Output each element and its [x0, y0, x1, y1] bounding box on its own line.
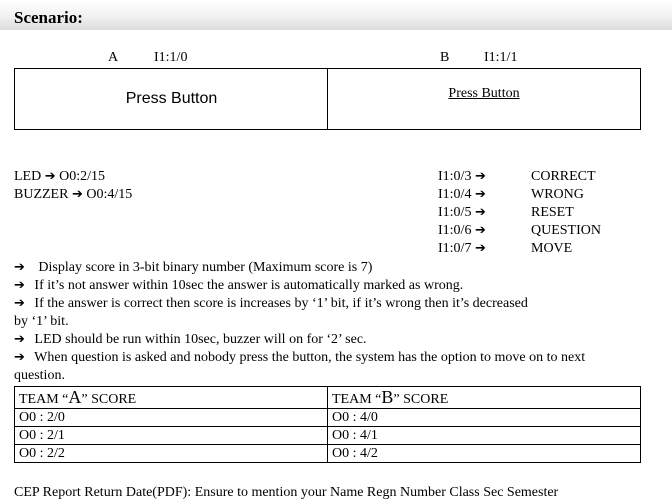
output-led-name: LED: [14, 169, 42, 184]
table-cell: O0 : 2/2: [15, 445, 328, 463]
control-address: I1:0/6: [438, 223, 472, 238]
team-a-press-button[interactable]: Press Button: [125, 90, 218, 107]
input-b-address: I1:1/1: [484, 50, 518, 65]
arrow-icon: ➔: [14, 278, 25, 293]
team-a-score-header: TEAM “A” SCORE: [15, 387, 328, 409]
control-address: I1:0/7: [438, 241, 472, 256]
table-cell: O0 : 2/1: [15, 427, 328, 445]
page-header-bar: [0, 0, 672, 30]
control-row-reset: [438, 205, 486, 221]
control-label-wrong: WRONG: [531, 187, 584, 202]
arrow-icon: ➔: [474, 223, 486, 238]
arrow-icon: ➔: [474, 241, 486, 256]
arrow-icon: ➔: [14, 332, 25, 347]
input-b-label: B: [440, 50, 450, 65]
output-led-address: O0:2/15: [59, 169, 106, 184]
input-a-label: A: [108, 50, 119, 65]
arrow-icon: ➔: [14, 296, 25, 311]
control-label-correct: CORRECT: [531, 169, 596, 184]
page-title: Scenario:: [14, 8, 83, 27]
score-table: [14, 386, 641, 463]
bullet-item: [14, 277, 463, 294]
bullet-text: LED should be run within 10sec, buzzer will on for ‘2’ sec.: [34, 332, 367, 347]
arrow-icon: ➔: [71, 187, 83, 202]
table-header-row: [15, 387, 641, 409]
arrow-icon: ➔: [14, 350, 25, 365]
output-buzzer: [14, 187, 132, 203]
table-cell: O0 : 4/2: [328, 445, 641, 463]
bullet-item: [14, 259, 372, 276]
output-led: [14, 169, 105, 185]
bullet-text: Display score in 3-bit binary number (Maximum score is 7): [38, 260, 373, 275]
team-b-press-button[interactable]: Press Button: [448, 86, 520, 101]
team-b-score-header: TEAM “B” SCORE: [328, 387, 641, 409]
output-buzzer-address: O0:4/15: [86, 187, 133, 202]
table-cell: O0 : 2/0: [15, 409, 328, 427]
control-label-reset: RESET: [531, 205, 574, 220]
arrow-icon: ➔: [474, 169, 486, 184]
control-row-question: [438, 223, 486, 239]
bullet-continuation: question.: [14, 368, 65, 383]
arrow-icon: ➔: [474, 187, 486, 202]
output-buzzer-name: BUZZER: [14, 187, 69, 202]
bullet-item: [14, 331, 367, 348]
team-a-button-box: [14, 68, 328, 130]
arrow-icon: ➔: [474, 205, 486, 220]
bullet-text: If the answer is correct then score is increases by ‘1’ bit, if it’s wrong then it’s decreased: [34, 296, 528, 311]
table-row: [15, 409, 641, 427]
control-row-correct: [438, 169, 486, 185]
bullet-text: When question is asked and nobody press the button, the system has the option to move on to next: [34, 350, 586, 365]
control-row-wrong: [438, 187, 486, 203]
control-address: I1:0/5: [438, 205, 472, 220]
table-row: [15, 427, 641, 445]
control-label-move: MOVE: [531, 241, 573, 256]
control-label-question: QUESTION: [531, 223, 601, 238]
arrow-icon: ➔: [44, 169, 56, 184]
footer-note: CEP Report Return Date(PDF): Ensure to mention your Name Regn Number Class Sec Semester: [14, 485, 559, 500]
control-address: I1:0/3: [438, 169, 472, 184]
bullet-text: If it’s not answer within 10sec the answer is automatically marked as wrong.: [34, 278, 464, 293]
arrow-icon: ➔: [14, 260, 25, 275]
bullet-item: [14, 349, 585, 366]
table-cell: O0 : 4/0: [328, 409, 641, 427]
table-row: [15, 445, 641, 463]
bullet-continuation: by ‘1’ bit.: [14, 314, 69, 329]
control-row-move: [438, 241, 486, 257]
control-address: I1:0/4: [438, 187, 472, 202]
bullet-item: [14, 295, 528, 312]
input-a-address: I1:1/0: [154, 50, 188, 65]
table-cell: O0 : 4/1: [328, 427, 641, 445]
team-b-button-box: [327, 68, 641, 130]
